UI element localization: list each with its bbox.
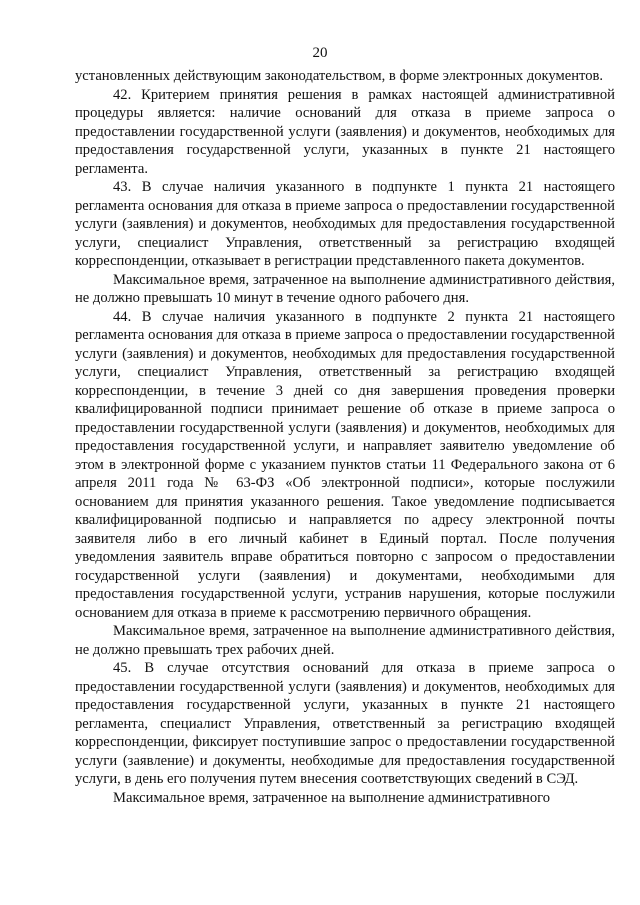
page-number: 20 [312, 45, 328, 61]
paragraph-44: 44. В случае наличия указанного в подпункте 2 пункта 21 настоящего регламента основания для отказа в приеме запроса о предоставлении государственной услуги (заявления) и документов, необходимых для предоставления государственной услуги, специалист Управления, ответственный за регистрацию входящей корреспонденции, в течение 3 дней со дня завершения проведения проверки квалифицированной подписи принимает решение об отказе в приеме запроса о предоставлении государственной услуги (заявления) и документов, необходимых для предоставления государственной услуги, и направляет заявителю уведомление об этом в электронной форме с указанием пунктов статьи 11 Федерального закона от 6 апреля 2011 года № 63-ФЗ «Об электронной подписи», которые послужили основанием для принятия указанного решения. Такое уведомление подписывается квалифицированной подписью и направляется по адресу электронной почты заявителя либо в его личный кабинет в Единый портал. После получения уведомления заявитель вправе обратиться повторно с запросом о предоставлении государственной услуги (заявления) и документами, необходимыми для предоставления государственной услуги, устранив нарушения, которые послужили основанием для отказа в приеме к рассмотрению первичного обращения. [75, 308, 615, 621]
paragraph-43-max-time: Максимальное время, затраченное на выполнение административного действия, не должно превышать 10 минут в течение одного рабочего дня. [75, 271, 615, 306]
paragraph-continuation: установленных действующим законодательством, в форме электронных документов. [75, 68, 604, 84]
paragraph-45: 45. В случае отсутствия оснований для отказа в приеме запроса о предоставлении государственной услуги (заявления) и документов, необходимых для предоставления государственной услуги, указанных в пункте 21 настоящего регламента, специалист Управления, ответственный за регистрацию входящей корреспонденции, фиксирует поступившие запрос о предоставлении государственной услуги (заявление) и документы, необходимые для предоставления государственной услуги, в день его получения путем внесения соответствующих сведений в СЭД. [75, 660, 615, 787]
paragraph-43: 43. В случае наличия указанного в подпункте 1 пункта 21 настоящего регламента основания для отказа в приеме запроса о предоставлении государственной услуги (заявления) и документов, необходимых для предоставления государственной услуги, специалист Управления, ответственный за регистрацию входящей корреспонденции, отказывает в регистрации представленного пакета документов. [75, 179, 615, 269]
paragraph-44-max-time: Максимальное время, затраченное на выполнение административного действия, не должно превышать трех рабочих дней. [75, 623, 615, 658]
paragraph-42: 42. Критерием принятия решения в рамках настоящей административной процедуры является: наличие оснований для отказа в приеме запроса о предоставлении государственной услуги (заявления) и документов, необходимых для предоставления государственной услуги, указанных в пункте 21 настоящего регламента. [75, 86, 615, 177]
document-body [75, 67, 615, 807]
paragraph-45-max-time: Максимальное время, затраченное на выполнение административного [113, 789, 551, 806]
